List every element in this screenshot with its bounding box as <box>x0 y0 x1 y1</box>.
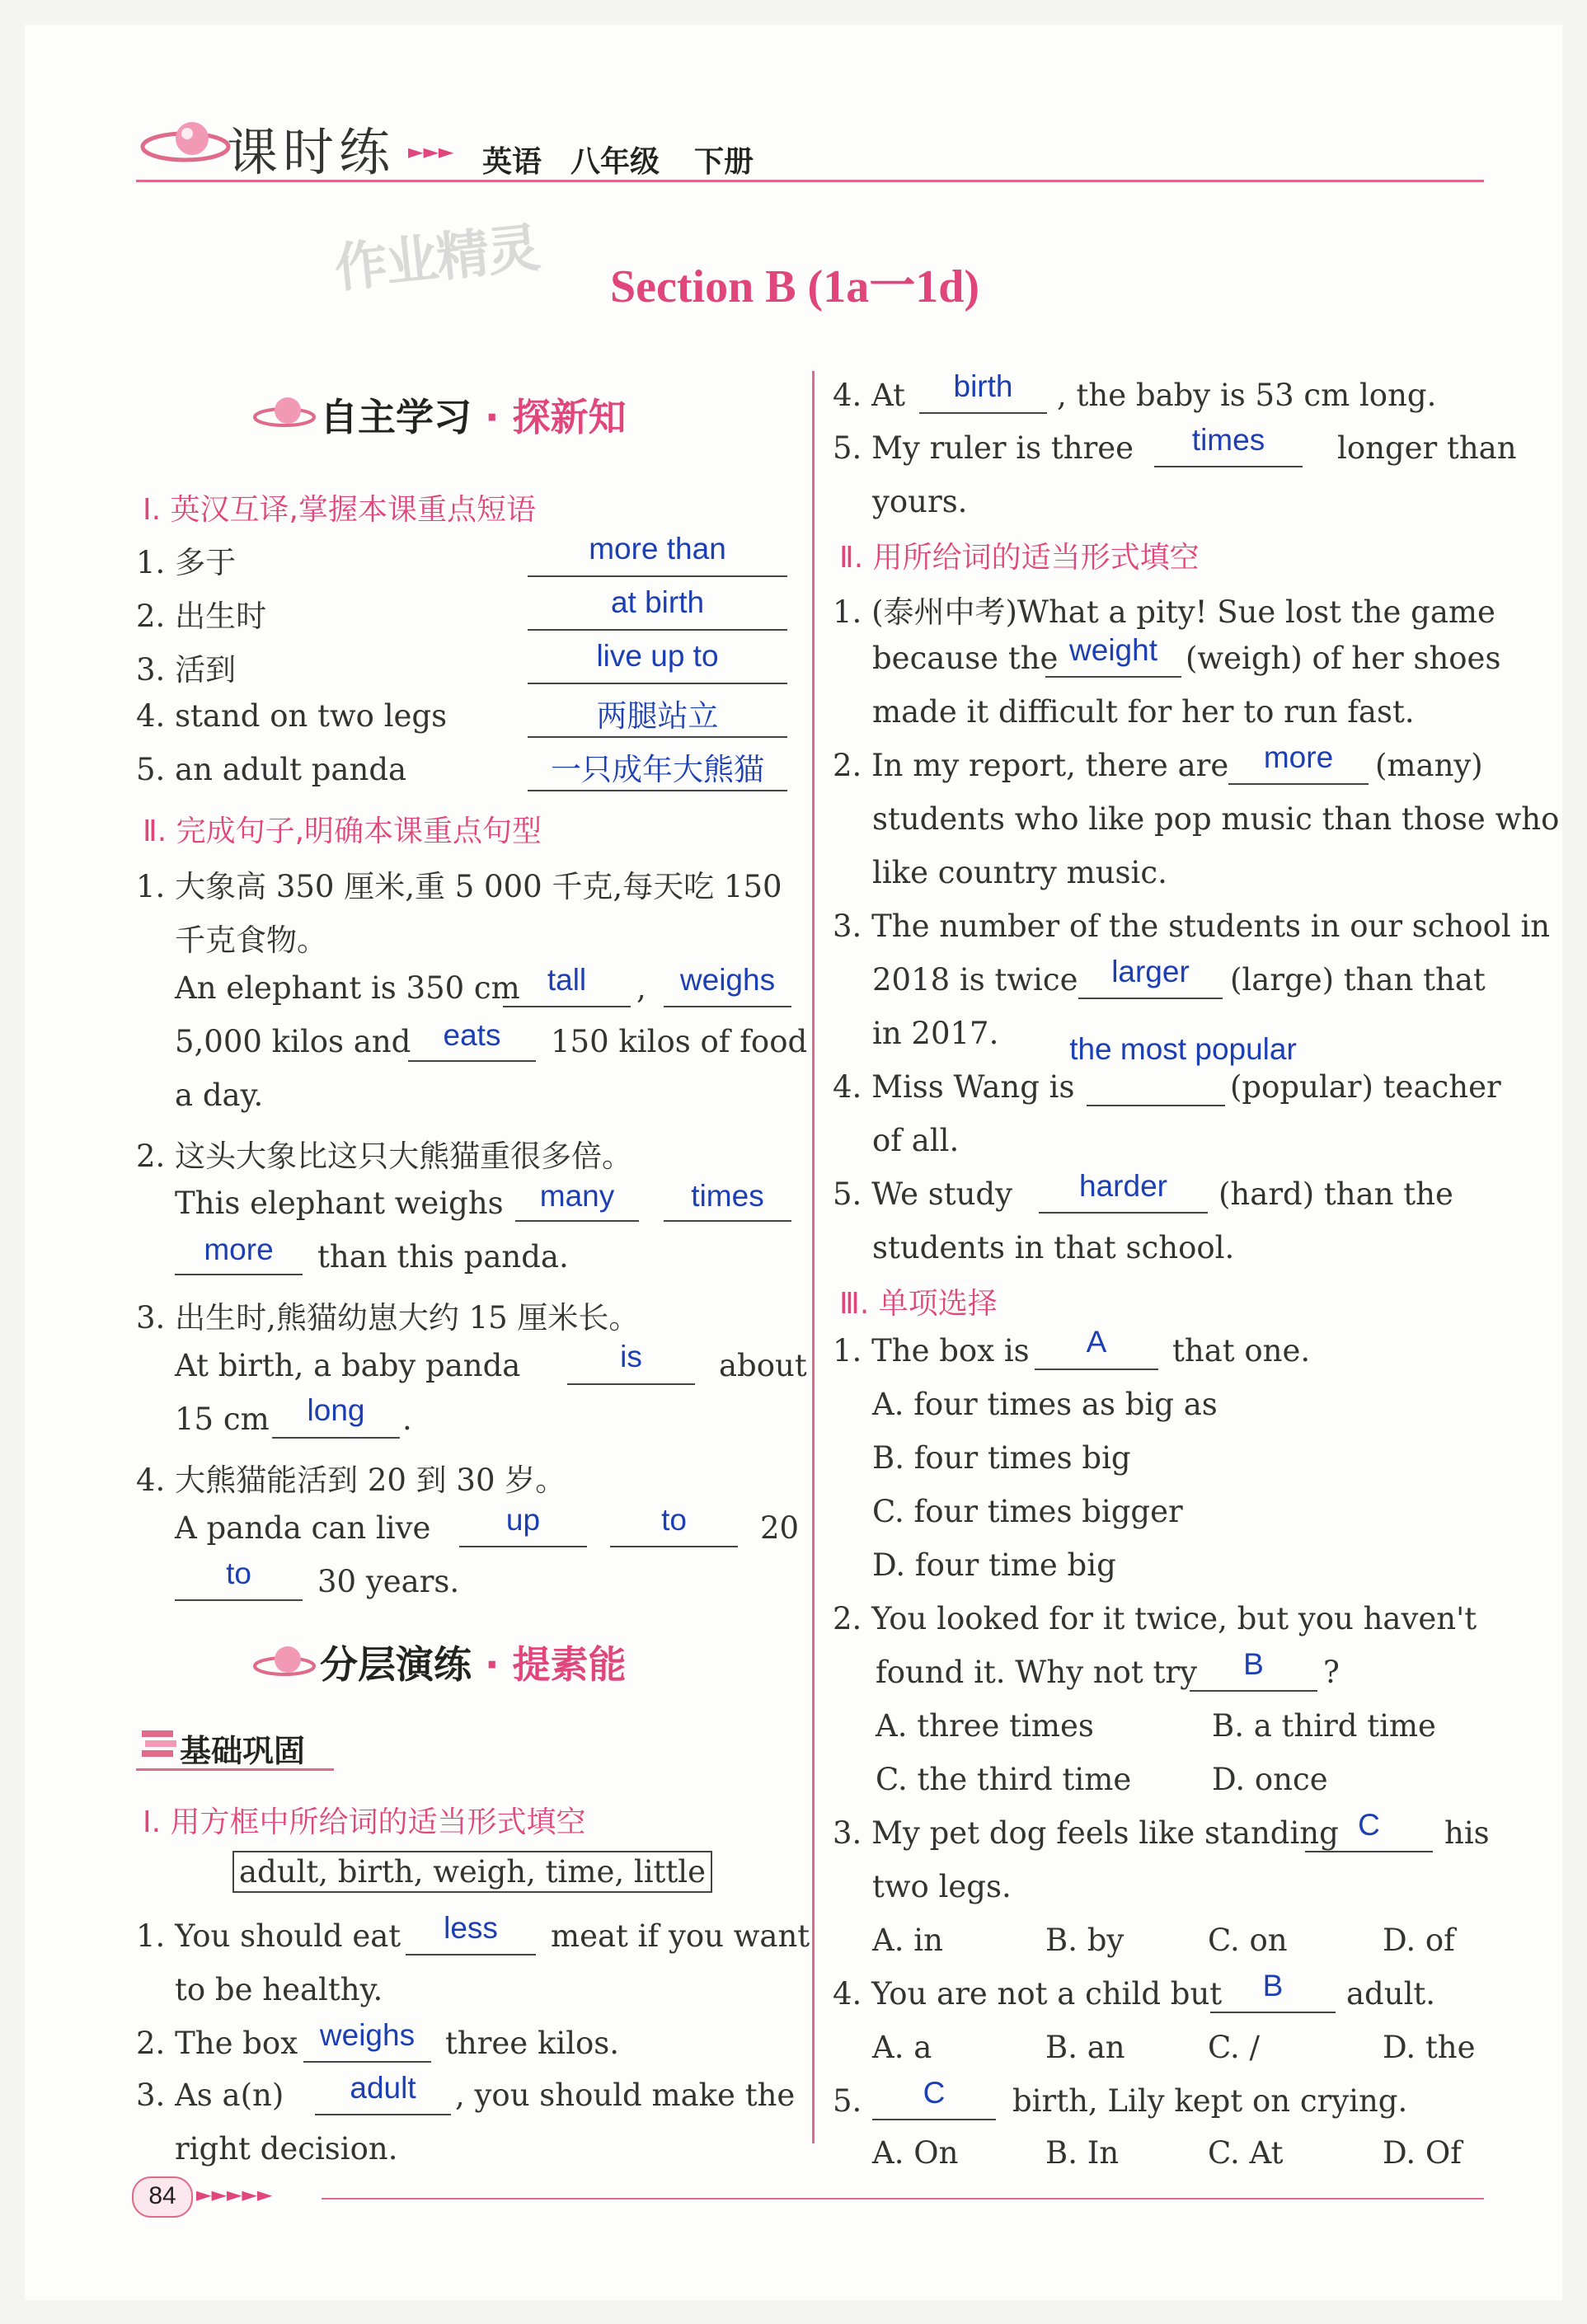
p1-ul4 <box>528 736 787 738</box>
p2-q2-en2: than this panda. <box>317 1239 569 1275</box>
r3-q5-ans: C <box>923 2076 946 2110</box>
r2-q1-l2a: because the <box>872 641 1059 676</box>
p1-a4: 两腿站立 <box>596 699 719 733</box>
r3-q1-a: 1. The box is <box>833 1333 1030 1369</box>
r2-q4-l2: of all. <box>872 1123 960 1158</box>
r3-q1-optC: C. four times bigger <box>872 1494 1183 1529</box>
r3-q2-l1: 2. You looked for it twice, but you haven't <box>833 1601 1477 1636</box>
b-q5-a: 5. My ruler is three <box>833 430 1134 466</box>
p2-q3-a2: long <box>307 1393 365 1427</box>
r3-q1-optB: B. four times big <box>872 1440 1131 1476</box>
r3-q4-optC: C. / <box>1208 2030 1260 2065</box>
r3-q3-l1b: his <box>1444 1815 1490 1851</box>
p2-q3-en2b: . <box>402 1401 412 1437</box>
banner-right: 探新知 <box>512 395 627 439</box>
r3-q4-a: 4. You are not a child but <box>833 1976 1223 2012</box>
p2-q4-en2: 30 years. <box>317 1564 460 1599</box>
p2-q4-ul2 <box>610 1546 738 1547</box>
r3-q3-optD: D. of <box>1383 1923 1455 1958</box>
p2-q2-ul1 <box>515 1220 639 1222</box>
p2-q1-en2a: 5,000 kilos and <box>175 1024 411 1059</box>
r3-q3-ans: C <box>1358 1808 1380 1842</box>
r2-q2-l2: students who like pop music than those who <box>872 801 1560 837</box>
p2-q4-a2: to <box>661 1503 687 1537</box>
b-q2-ul <box>303 2061 431 2063</box>
r2-q5-ul <box>1039 1212 1208 1214</box>
b-q3-ul <box>315 2114 451 2115</box>
p2-q1-a2: weighs <box>679 963 776 997</box>
part2-heading: Ⅱ. 完成句子,明确本课重点句型 <box>143 815 542 848</box>
logo-icon <box>136 107 235 176</box>
p1-a2: at birth <box>610 585 705 619</box>
page-number-badge <box>132 2176 193 2218</box>
p2-q2-ul2 <box>664 1220 791 1222</box>
p2-q4-cn: 4. 大熊猫能活到 20 到 30 岁。 <box>136 1462 566 1498</box>
r2-q5-ans: harder <box>1079 1169 1167 1203</box>
part1-heading: Ⅰ. 英汉互译,掌握本课重点短语 <box>143 493 536 527</box>
r3-q2-l2b: ? <box>1323 1655 1340 1690</box>
r2-q4-ul <box>1087 1105 1225 1106</box>
banner2-right: 提素能 <box>512 1642 627 1687</box>
p2-q3-a1: is <box>620 1340 642 1373</box>
p1-q3: 3. 活到 <box>136 652 237 688</box>
p1-a3: live up to <box>596 639 719 673</box>
p1-ul1 <box>528 575 787 577</box>
r2-q1-l1: 1. (泰州中考)What a pity! Sue lost the game <box>833 594 1495 630</box>
banner-icon <box>251 387 317 440</box>
p1-q5: 5. an adult panda <box>136 752 407 787</box>
r2-q2-l3: like country music. <box>872 855 1167 890</box>
p2-q3-en1a: At birth, a baby panda <box>175 1348 521 1383</box>
r2-q4-l1a: 4. Miss Wang is <box>833 1069 1075 1105</box>
header-volume: 下册 <box>694 145 754 179</box>
r2-q3-l2a: 2018 is twice <box>872 962 1078 998</box>
p2-q4-en1b: 20 <box>760 1510 800 1546</box>
r3-q2-ul <box>1190 1690 1317 1692</box>
books-icon <box>139 1725 180 1765</box>
header-title: 课时练 <box>227 122 396 182</box>
word-box: adult, birth, weigh, time, little <box>232 1851 712 1893</box>
r3-q3-ul <box>1305 1851 1433 1852</box>
banner2-icon <box>251 1636 317 1689</box>
r3-q5-a: 5. <box>833 2083 862 2119</box>
b-q5-ans: times <box>1191 423 1265 457</box>
r2-q2-l1a: 2. In my report, there are <box>833 748 1229 783</box>
banner-left: 自主学习 <box>320 395 472 439</box>
part2r-heading: Ⅱ. 用所给词的适当形式填空 <box>839 541 1200 575</box>
p2-q4-a3: to <box>226 1556 251 1590</box>
header-arrows-icon: ►►► <box>408 140 454 163</box>
page-number: 84 <box>148 2182 176 2209</box>
p2-q2-a1: many <box>539 1179 615 1213</box>
r3-q3-optA: A. in <box>872 1923 943 1958</box>
p2-q4-a1: up <box>505 1503 541 1537</box>
r3-q3-l1a: 3. My pet dog feels like standing <box>833 1815 1339 1851</box>
basic-part1-heading: Ⅰ. 用方框中所给词的适当形式填空 <box>143 1805 586 1839</box>
r3-q4-optD: D. the <box>1383 2030 1476 2065</box>
b-q1-a: 1. You should eat <box>136 1918 401 1954</box>
p2-q1-cn1: 1. 大象高 350 厘米,重 5 000 千克,每天吃 150 <box>136 869 782 904</box>
banner-dot: · <box>485 395 500 439</box>
p2-q1-ul3 <box>408 1060 536 1062</box>
footer-rule <box>322 2198 1484 2200</box>
banner-practice <box>320 1635 627 1689</box>
r2-q1-l3: made it difficult for her to run fast. <box>872 694 1415 730</box>
p1-a5: 一只成年大熊猫 <box>551 753 764 786</box>
b-q4-ans: birth <box>953 369 1013 403</box>
b-q2-a: 2. The box <box>136 2026 298 2061</box>
r3-q5-optC: C. At <box>1208 2135 1284 2171</box>
r3-q4-ul <box>1210 2012 1336 2013</box>
banner2-dot: · <box>485 1642 500 1687</box>
r3-q5-optD: D. Of <box>1383 2135 1462 2171</box>
section-title: Section B (1a一1d) <box>610 261 979 312</box>
r2-q5-l1a: 5. We study <box>833 1176 1013 1212</box>
p2-q3-en2a: 15 cm <box>175 1401 270 1437</box>
r2-q2-l1b: (many) <box>1375 748 1483 783</box>
r3-q1-ans: A <box>1086 1325 1107 1359</box>
b-q1-ul <box>406 1954 536 1955</box>
r3-q5-optA: A. On <box>872 2135 959 2171</box>
r3-q5-optB: B. In <box>1045 2135 1120 2171</box>
r3-q2-optB: B. a third time <box>1212 1708 1436 1744</box>
b-q1-ans: less <box>444 1911 498 1945</box>
r2-q5-l2: students in that school. <box>872 1230 1235 1265</box>
r2-q3-l1: 3. The number of the students in our school in <box>833 908 1551 944</box>
b-q5-c: yours. <box>872 484 968 519</box>
header-subject: 英语 <box>482 145 542 179</box>
p2-q1-en1: An elephant is 350 cm <box>175 970 520 1006</box>
p2-q4-ul1 <box>459 1546 587 1547</box>
r3-q1-ul <box>1035 1369 1158 1370</box>
p1-ul2 <box>528 629 787 631</box>
r3-q1-b: that one. <box>1172 1333 1311 1369</box>
r2-q2-ul <box>1228 783 1369 785</box>
p1-ul5 <box>528 790 787 791</box>
r3-q3-optB: B. by <box>1045 1923 1125 1958</box>
r3-q1-optD: D. four time big <box>872 1547 1116 1583</box>
r3-q3-optC: C. on <box>1208 1923 1288 1958</box>
basic-heading-rule <box>136 1768 334 1771</box>
p2-q3-ul2 <box>272 1437 400 1439</box>
r2-q4-ans: the most popular <box>1069 1032 1297 1066</box>
p1-ul3 <box>528 683 787 684</box>
p2-q3-cn: 3. 出生时,熊猫幼崽大约 15 厘米长。 <box>136 1300 640 1336</box>
p2-q2-a2: times <box>691 1179 764 1213</box>
b-q4-a: 4. At <box>833 378 906 413</box>
p2-q1-ul2 <box>664 1006 791 1007</box>
r3-q4-optA: A. a <box>872 2030 932 2065</box>
b-q3-c: right decision. <box>175 2131 398 2167</box>
b-q3-b: , you should make the <box>455 2078 796 2113</box>
r3-q5-ul <box>872 2119 996 2120</box>
r3-q3-l2: two legs. <box>872 1869 1012 1904</box>
p2-q2-en1: This elephant weighs <box>175 1185 504 1221</box>
p2-q1-ul1 <box>503 1006 631 1007</box>
p2-q2-cn: 2. 这头大象比这只大熊猫重很多倍。 <box>136 1139 633 1174</box>
b-q2-b: three kilos. <box>445 2026 620 2061</box>
p2-q4-en1a: A panda can live <box>175 1510 431 1546</box>
r2-q3-ul <box>1078 998 1223 999</box>
b-q4-b: , the baby is 53 cm long. <box>1057 378 1437 413</box>
banner2-left: 分层演练 <box>320 1642 472 1687</box>
r3-q4-optB: B. an <box>1045 2030 1125 2065</box>
p2-q1-en2b: 150 kilos of food <box>551 1024 808 1059</box>
r2-q1-ans: weight <box>1069 633 1157 667</box>
r3-q2-ans: B <box>1243 1647 1264 1681</box>
b-q1-c: to be healthy. <box>175 1972 383 2007</box>
r2-q5-l1b: (hard) than the <box>1218 1176 1453 1212</box>
p2-q1-comma: , <box>636 970 646 1006</box>
r3-q2-l2a: found it. Why not try <box>876 1655 1198 1690</box>
header-rule <box>136 180 1484 182</box>
p2-q3-ul1 <box>567 1383 695 1385</box>
header-grade: 八年级 <box>570 145 660 179</box>
part3-heading: Ⅲ. 单项选择 <box>839 1287 998 1321</box>
watermark: 作业精灵 <box>331 218 542 300</box>
b-q3-ans: adult <box>350 2071 416 2105</box>
p2-q3-en1b: about <box>719 1348 807 1383</box>
p2-q1-a1: tall <box>547 963 587 997</box>
r2-q2-ans: more <box>1263 740 1334 774</box>
banner-self-study <box>320 387 627 442</box>
p2-q1-a3: eats <box>443 1018 501 1052</box>
b-q5-ul <box>1154 466 1303 467</box>
r2-q1-ul <box>1045 676 1181 678</box>
r3-q4-ans: B <box>1262 1969 1284 2002</box>
p1-q2: 2. 出生时 <box>136 599 267 634</box>
p1-q1: 1. 多于 <box>136 545 237 580</box>
r2-q3-l2b: (large) than that <box>1230 962 1486 998</box>
p1-a1: more than <box>589 532 726 566</box>
r2-q3-ans: larger <box>1111 955 1190 988</box>
basic-heading: 基础巩固 <box>180 1733 306 1769</box>
r2-q1-l2b: (weigh) of her shoes <box>1186 641 1501 676</box>
b-q5-b: longer than <box>1337 430 1517 466</box>
r3-q2-optD: D. once <box>1212 1762 1328 1797</box>
b-q4-ul <box>919 412 1047 414</box>
r2-q4-l1b: (popular) teacher <box>1230 1069 1501 1105</box>
p2-q2-a3: more <box>204 1232 274 1266</box>
b-q3-a: 3. As a(n) <box>136 2078 284 2113</box>
r3-q4-b: adult. <box>1346 1976 1436 2012</box>
p2-q4-ul3 <box>175 1599 303 1601</box>
b-q2-ans: weighs <box>319 2018 416 2052</box>
r3-q2-optA: A. three times <box>876 1708 1094 1744</box>
p2-q1-cn2: 千克食物。 <box>175 923 327 958</box>
b-q1-b: meat if you want <box>551 1918 810 1954</box>
r3-q1-optA: A. four times as big as <box>872 1387 1218 1422</box>
p2-q2-ul3 <box>175 1274 303 1275</box>
column-divider <box>812 371 815 2143</box>
p2-q1-en3: a day. <box>175 1077 264 1113</box>
p1-q4: 4. stand on two legs <box>136 698 448 734</box>
r2-q3-l3: in 2017. <box>872 1016 999 1051</box>
r3-q2-optC: C. the third time <box>876 1762 1132 1797</box>
footer-arrows-icon: ►►►►► <box>196 2183 273 2206</box>
r3-q5-b: birth, Lily kept on crying. <box>1012 2083 1408 2119</box>
